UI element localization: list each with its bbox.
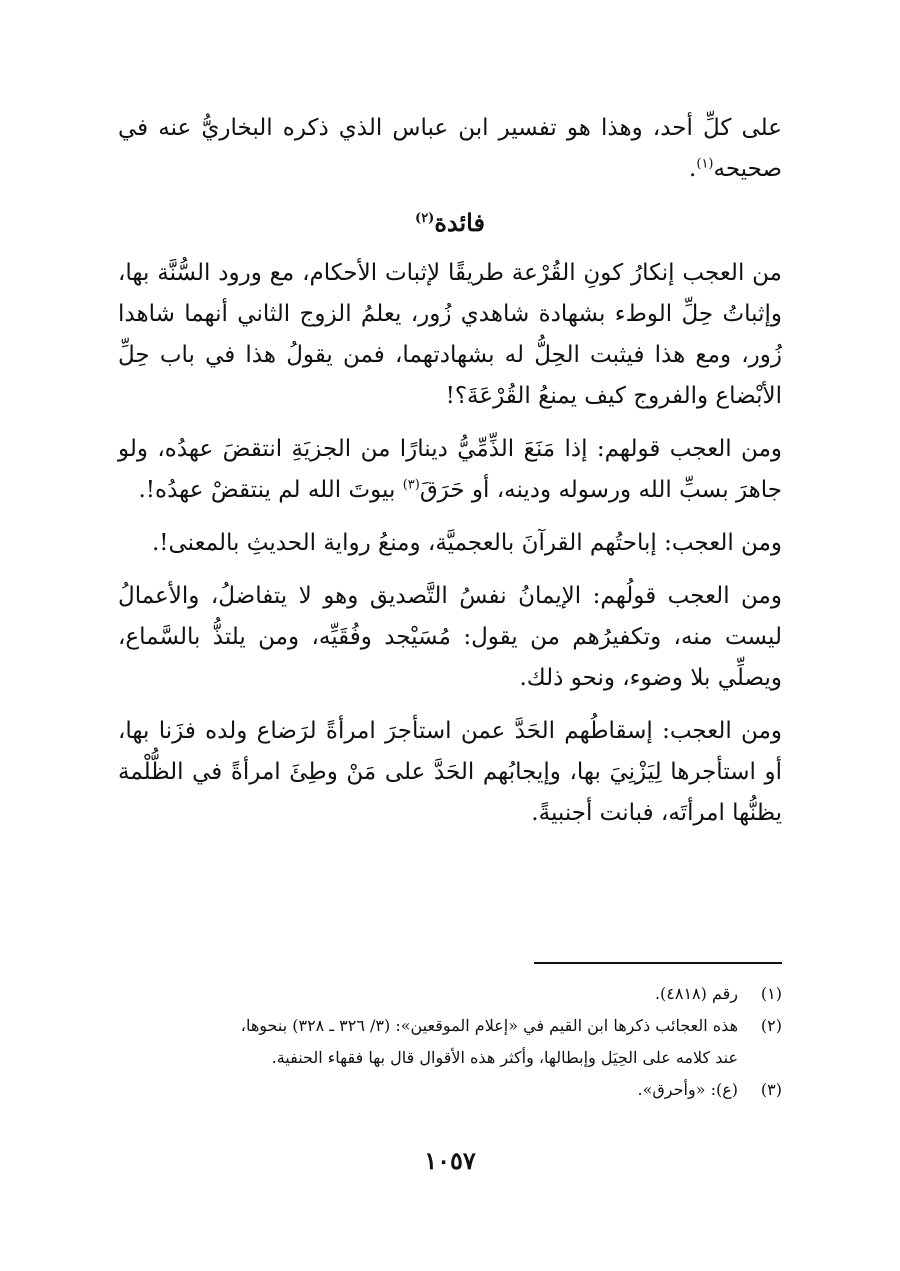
footnote-text: (ع): «وأحرق».: [637, 1080, 738, 1099]
paragraph-text: على كلِّ أحد، وهذا هو تفسير ابن عباس الذي ذكره البخاريُّ عنه في صحيحه: [118, 115, 782, 182]
footnote-ref-1[interactable]: (١): [696, 156, 714, 172]
footnote-2-continued: عند كلامه على الحِيَل وإبطالها، وأكثر هذه الأقوال قال بها فقهاء الحنفية.: [271, 1048, 738, 1067]
section-heading: [118, 208, 782, 237]
footnote-text: رقم (٤٨١٨).: [654, 984, 738, 1003]
main-text-column: [118, 108, 782, 834]
paragraph-quran-ajamiyya: ومن العجب: إباحتُهم القرآنَ بالعجميَّة، ومنعُ رواية الحديثِ بالمعنى!.: [151, 530, 782, 556]
footnote-1: [118, 978, 782, 1010]
footnotes: [118, 978, 782, 1106]
footnote-text: هذه العجائب ذكرها ابن القيم في «إعلام الموقعين»: (٣/ ٣٢٦ ـ ٣٢٨) بنحوها،: [240, 1016, 738, 1035]
footnote-ref-3[interactable]: (٣): [402, 477, 420, 493]
paragraph-end: .: [689, 156, 697, 182]
footnote-number: (١): [760, 984, 782, 1003]
paragraph-continued: [118, 108, 782, 190]
paragraph-qurah: من العجب إنكارُ كونِ القُرْعة طريقًا لإثبات الأحكام، مع ورود السُّنَّة بها، وإثباتُ حِلِّ الوطء بشهادة شاهدي زُور، يعلمُ الزوج الثاني أنهما شاهدا زُور، ومع هذا فيثبت الحِلُّ له بشهادتهما، فمن يقولُ هذا في باب حِلِّ الأبْضاع والفروج كيف يمنعُ القُرْعَةَ؟!: [118, 260, 782, 409]
footnote-2: [118, 1010, 782, 1042]
paragraph-iman: ومن العجب قولُهم: الإيمانُ نفسُ التَّصديق وهو لا يتفاضلُ، والأعمالُ ليست منه، وتكفيرُهم من يقول: مُسَيْجد وفُقَيِّه، ومن يلتذُّ بالسَّماع، ويصلِّي بلا وضوء، ونحو ذلك.: [118, 583, 782, 691]
heading-text: فائدة: [434, 208, 485, 237]
footnote-divider: [534, 962, 782, 964]
paragraph-dhimmi: [118, 429, 782, 511]
page-number: ١٠٥٧: [424, 1146, 476, 1175]
footnote-number: (٢): [760, 1016, 782, 1035]
footnote-number: (٣): [760, 1080, 782, 1099]
paragraph-text: بيوتَ الله لم ينتقضْ عهدُه!.: [138, 477, 396, 503]
paragraph-text: ومن العجب قولهم: إذا مَنَعَ الذِّمِّيُّ دينارًا من الجزيَةِ انتقضَ عهدُه، ولو جاهرَ بسبِّ الله ورسوله ودينه، أو حَرَقَ: [118, 436, 782, 503]
paragraph-hadd: ومن العجب: إسقاطُهم الحَدَّ عمن استأجرَ امرأةً لرَضاع ولده فزَنا بها، أو استأجرها لِيَزْنِيَ بها، وإيجابُهم الحَدَّ على مَنْ وطِئَ امرأةً في الظُّلْمة يظنُّها امرأتَه، فبانت أجنبيةً.: [118, 718, 782, 826]
footnote-ref-2[interactable]: (٢): [415, 211, 435, 226]
footnote-3: [118, 1074, 782, 1106]
